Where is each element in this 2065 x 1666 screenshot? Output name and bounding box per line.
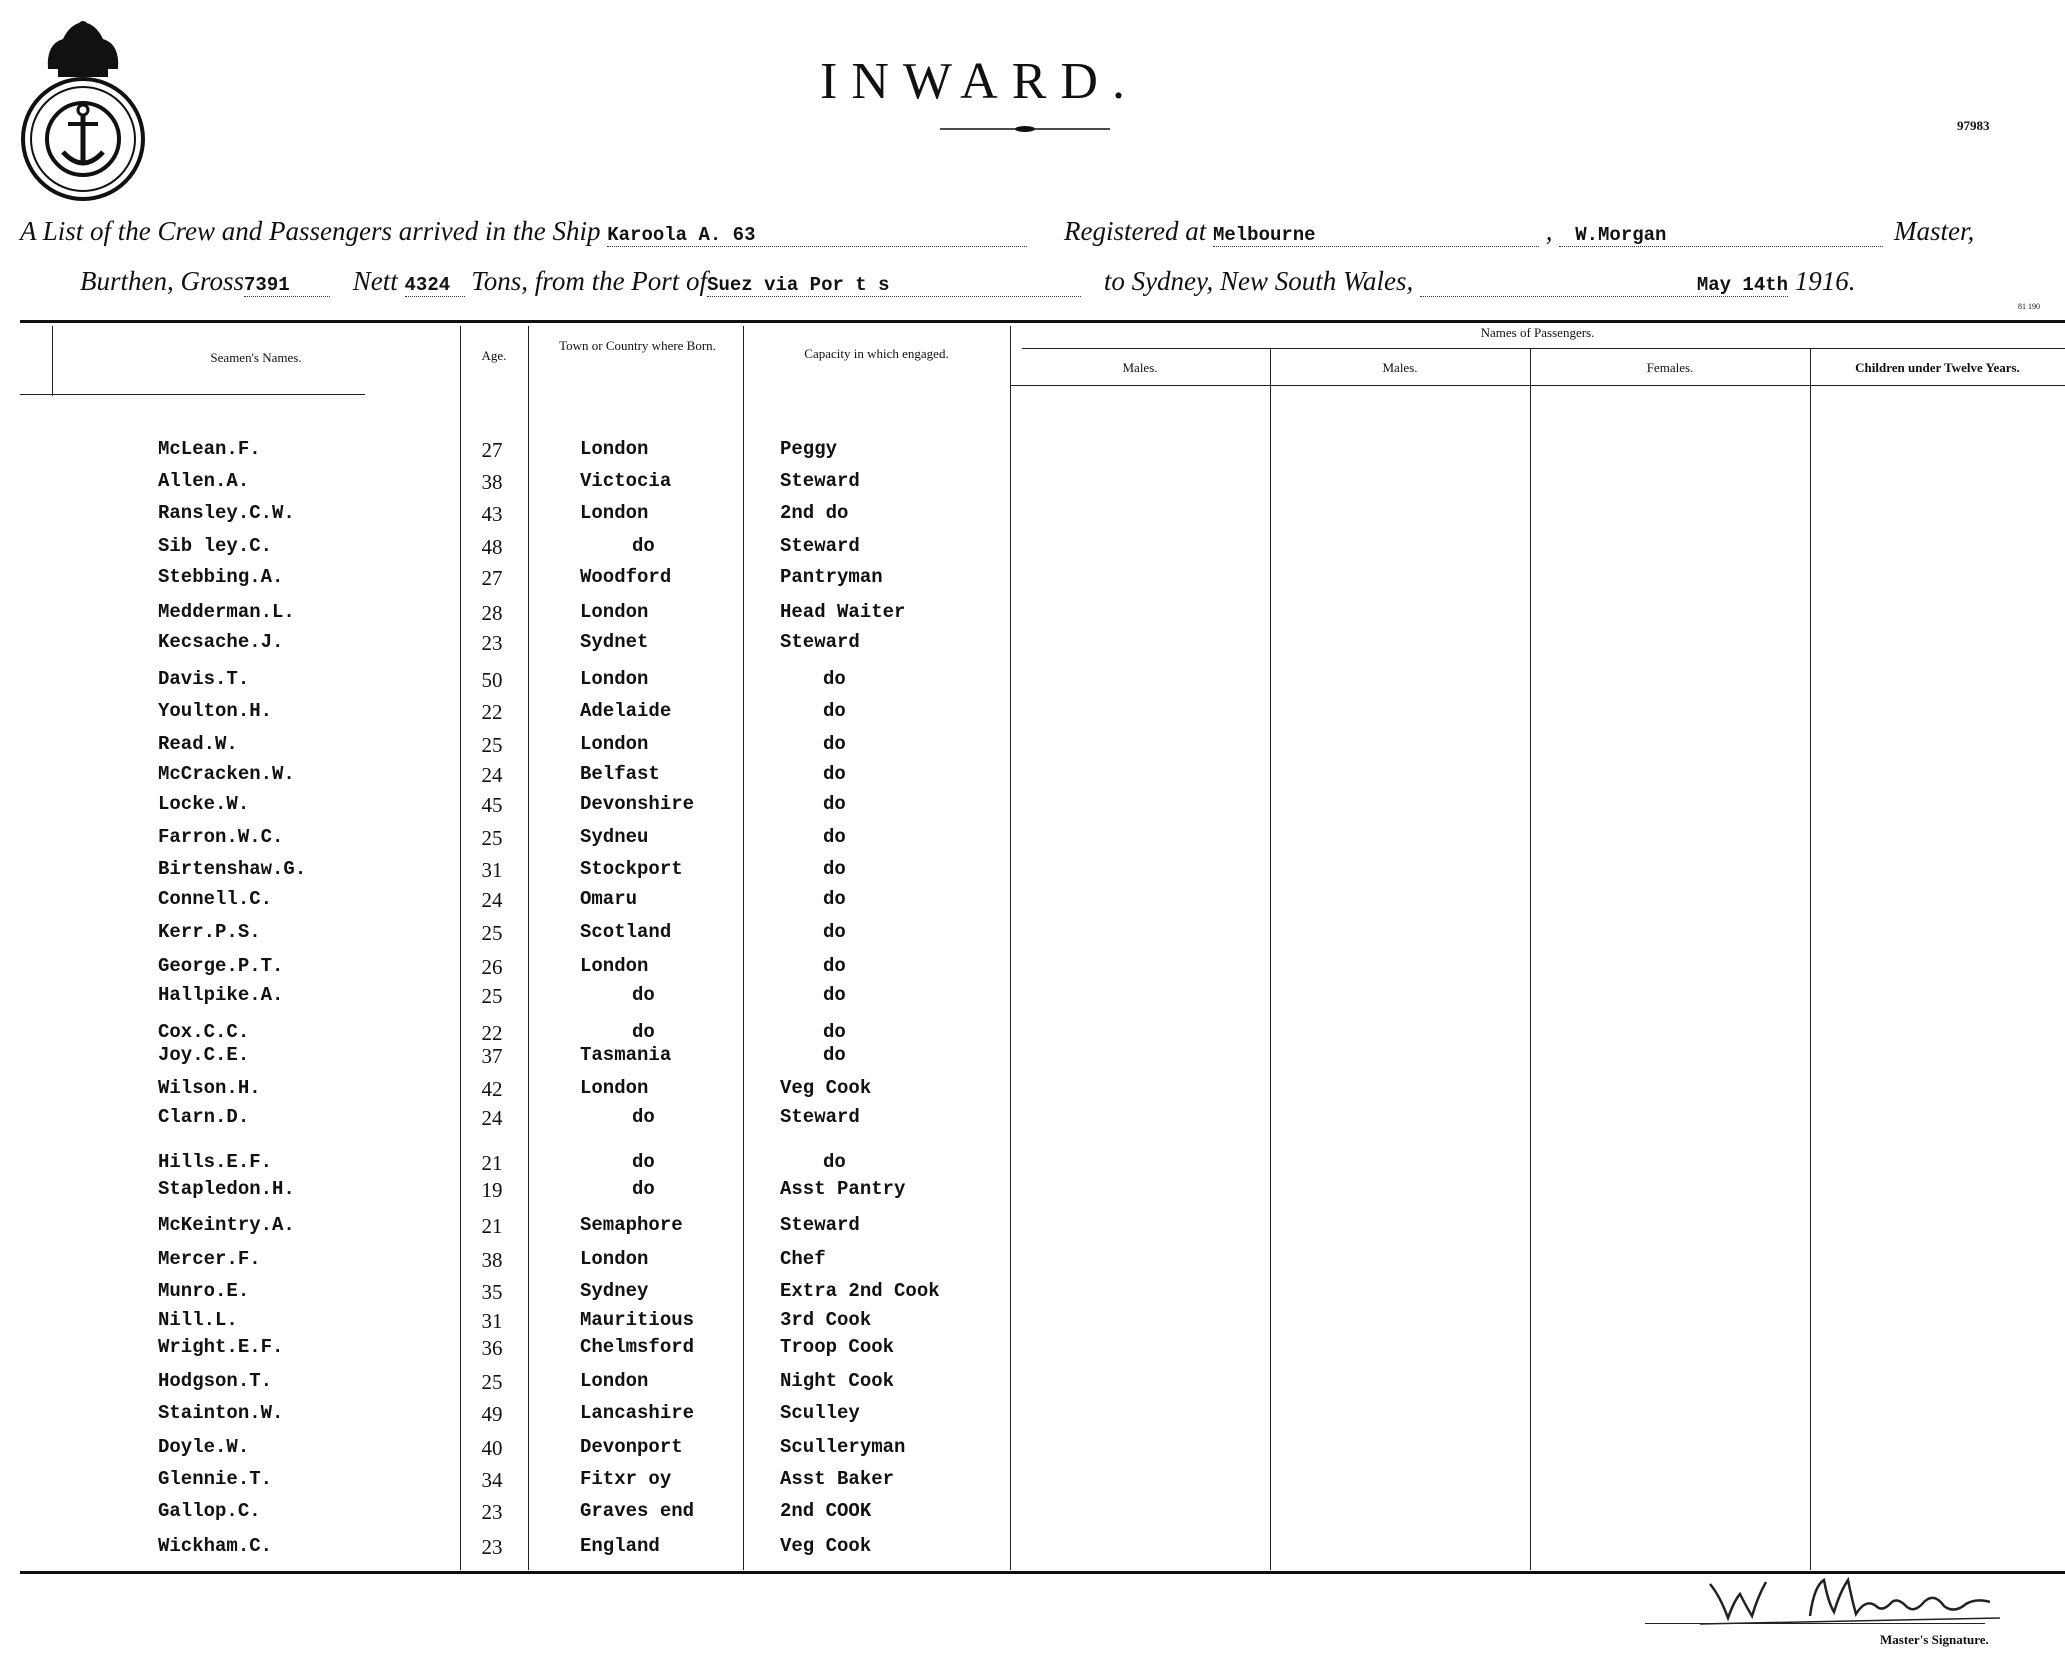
seaman-capacity: do (823, 763, 846, 785)
period: . (1848, 266, 1856, 296)
seaman-name: Locke.W. (158, 793, 250, 815)
registered-label: Registered at (1064, 216, 1207, 246)
seaman-name: Sib ley.C. (158, 535, 273, 557)
seaman-age: 27 (481, 438, 503, 462)
seaman-name: McKeintry.A. (158, 1214, 295, 1236)
seaman-age: 25 (481, 733, 503, 757)
seaman-capacity: do (823, 733, 846, 755)
seaman-age: 43 (481, 502, 503, 526)
seaman-capacity: do (823, 921, 846, 943)
seaman-name: Wickham.C. (158, 1535, 273, 1557)
ship-name: Karoola A. 63 (607, 224, 1027, 247)
seaman-name: Farron.W.C. (158, 826, 284, 848)
seaman-birthplace: London (580, 1248, 649, 1270)
seaman-capacity: Head Waiter (780, 601, 906, 623)
seaman-age: 38 (481, 1248, 503, 1272)
seaman-birthplace: Sydnet (580, 631, 649, 653)
seaman-age: 45 (481, 793, 503, 817)
seaman-capacity: do (823, 1044, 846, 1066)
col-divider (460, 326, 461, 1570)
seaman-name: Munro.E. (158, 1280, 250, 1302)
seaman-age: 26 (481, 955, 503, 979)
seaman-age: 50 (481, 668, 503, 692)
nett-label: Nett (352, 266, 398, 296)
seaman-birthplace: London (580, 601, 649, 623)
seaman-capacity: 3rd Cook (780, 1309, 872, 1331)
seaman-capacity: do (823, 700, 846, 722)
seaman-capacity: 2nd COOK (780, 1500, 872, 1522)
seaman-name: Kerr.P.S. (158, 921, 261, 943)
seaman-birthplace: Adelaide (580, 700, 672, 722)
seaman-birthplace: Sydney (580, 1280, 649, 1302)
seaman-age: 25 (481, 826, 503, 850)
seaman-birthplace: London (580, 438, 649, 460)
seaman-birthplace: Fitxr oy (580, 1468, 672, 1490)
seaman-name: Hills.E.F. (158, 1151, 273, 1173)
arrival-year: 1916 (1794, 266, 1849, 296)
header-underline (20, 394, 365, 395)
seaman-capacity: Extra 2nd Cook (780, 1280, 940, 1302)
seaman-capacity: Sculleryman (780, 1436, 906, 1458)
seaman-name: Birtenshaw.G. (158, 858, 307, 880)
seaman-name: Davis.T. (158, 668, 250, 690)
arrival-date: May 14th (1420, 274, 1788, 297)
seaman-age: 23 (481, 1500, 503, 1524)
seaman-birthplace: Belfast (580, 763, 660, 785)
seaman-name: Kecsache.J. (158, 631, 284, 653)
seaman-birthplace: do (632, 1178, 655, 1200)
seaman-age: 34 (481, 1468, 503, 1492)
seaman-birthplace: London (580, 733, 649, 755)
seaman-capacity: Steward (780, 470, 860, 492)
seaman-capacity: Steward (780, 535, 860, 557)
seaman-birthplace: London (580, 502, 649, 524)
header-males-1: Males. (1122, 360, 1158, 375)
tons-from-label: Tons, from the Port of (471, 266, 708, 296)
seaman-name: Youlton.H. (158, 700, 273, 722)
seaman-age: 37 (481, 1044, 503, 1068)
seaman-age: 42 (481, 1077, 503, 1101)
seaman-age: 24 (481, 1106, 503, 1130)
seaman-birthplace: Stockport (580, 858, 683, 880)
seaman-capacity: Night Cook (780, 1370, 895, 1392)
col-divider (1530, 348, 1531, 1570)
seaman-capacity: Veg Cook (780, 1077, 872, 1099)
seaman-capacity: Steward (780, 1214, 860, 1236)
seaman-birthplace: do (632, 984, 655, 1006)
seaman-name: Allen.A. (158, 470, 250, 492)
seaman-name: Wilson.H. (158, 1077, 261, 1099)
seaman-name: Doyle.W. (158, 1436, 250, 1458)
passenger-subheader-rule (1010, 385, 2065, 386)
seaman-capacity: Chef (780, 1248, 826, 1270)
nett-tonnage: 4324 (405, 274, 465, 297)
seaman-name: Clarn.D. (158, 1106, 250, 1128)
seaman-age: 25 (481, 921, 503, 945)
seaman-age: 38 (481, 470, 503, 494)
shipping-masters-seal (18, 14, 148, 204)
seaman-name: McLean.F. (158, 438, 261, 460)
passenger-header-rule (1022, 348, 2065, 349)
seaman-capacity: Steward (780, 631, 860, 653)
seaman-capacity: do (823, 1021, 846, 1043)
seaman-capacity: do (823, 1151, 846, 1173)
signature-caption: Master's Signature. (1880, 1632, 1989, 1647)
seaman-name: Connell.C. (158, 888, 273, 910)
seaman-name: McCracken.W. (158, 763, 295, 785)
master-name: W.Morgan (1559, 224, 1883, 247)
seal-emblem (18, 14, 148, 204)
seaman-birthplace: Graves end (580, 1500, 695, 1522)
seaman-birthplace: London (580, 1077, 649, 1099)
seaman-birthplace: Sydneu (580, 826, 649, 848)
seaman-capacity: Sculley (780, 1402, 860, 1424)
seaman-name: Medderman.L. (158, 601, 295, 623)
col-divider (1270, 348, 1271, 1570)
page-title: INWARD. (820, 53, 1139, 110)
seaman-name: Glennie.T. (158, 1468, 273, 1490)
seaman-birthplace: Devonshire (580, 793, 695, 815)
seaman-capacity: do (823, 668, 846, 690)
seaman-age: 23 (481, 1535, 503, 1559)
seaman-name: Ransley.C.W. (158, 502, 295, 524)
seaman-birthplace: do (632, 1106, 655, 1128)
seaman-name: Stapledon.H. (158, 1178, 295, 1200)
seaman-age: 22 (481, 1021, 503, 1045)
seaman-age: 22 (481, 700, 503, 724)
seaman-birthplace: London (580, 955, 649, 977)
seaman-capacity: Peggy (780, 438, 838, 460)
header-capacity: Capacity in which engaged. (804, 346, 949, 361)
col-divider (528, 326, 529, 1570)
title-ornament (940, 124, 1110, 134)
seaman-birthplace: London (580, 668, 649, 690)
header-line-1 (20, 216, 1974, 247)
seaman-age: 35 (481, 1280, 503, 1304)
seaman-age: 27 (481, 566, 503, 590)
seaman-capacity: Pantryman (780, 566, 883, 588)
col-divider (1010, 326, 1011, 1570)
seaman-capacity: do (823, 858, 846, 880)
seaman-name: Hodgson.T. (158, 1370, 273, 1392)
seaman-birthplace: Victocia (580, 470, 672, 492)
seaman-birthplace: England (580, 1535, 660, 1557)
burthen-label: Burthen, Gross (80, 266, 245, 296)
seaman-capacity: Troop Cook (780, 1336, 895, 1358)
seaman-capacity: do (823, 984, 846, 1006)
to-sydney-label: to Sydney, New South Wales, (1103, 266, 1414, 296)
header-passengers: Names of Passengers. (1480, 325, 1595, 340)
seaman-age: 21 (481, 1151, 503, 1175)
seaman-age: 31 (481, 1309, 503, 1333)
seaman-birthplace: do (632, 1151, 655, 1173)
seaman-age: 49 (481, 1402, 503, 1426)
seaman-age: 24 (481, 763, 503, 787)
seaman-birthplace: Scotland (580, 921, 672, 943)
seaman-age: 36 (481, 1336, 503, 1360)
header-born: Town or Country where Born. (559, 338, 716, 353)
seaman-capacity: Steward (780, 1106, 860, 1128)
seaman-capacity: 2nd do (780, 502, 849, 524)
seaman-birthplace: Woodford (580, 566, 672, 588)
col-divider (743, 326, 744, 1570)
seaman-age: 25 (481, 984, 503, 1008)
seaman-capacity: Asst Baker (780, 1468, 895, 1490)
master-signature (1700, 1566, 2000, 1636)
seaman-birthplace: Tasmania (580, 1044, 672, 1066)
form-number: 81 190 (2018, 302, 2040, 311)
seaman-birthplace: Devonport (580, 1436, 683, 1458)
seaman-age: 19 (481, 1178, 503, 1202)
master-label: Master, (1893, 216, 1975, 246)
seaman-age: 40 (481, 1436, 503, 1460)
comma: , (1545, 216, 1553, 246)
header-males-2: Males. (1382, 360, 1418, 375)
header-children: Children under Twelve Years. (1855, 360, 2020, 375)
header-seamen-names: Seamen's Names. (210, 350, 302, 365)
seaman-name: Mercer.F. (158, 1248, 261, 1270)
seaman-name: Joy.C.E. (158, 1044, 250, 1066)
seaman-name: George.P.T. (158, 955, 284, 977)
seaman-age: 25 (481, 1370, 503, 1394)
seaman-capacity: do (823, 793, 846, 815)
seaman-birthplace: Mauritious (580, 1309, 695, 1331)
seaman-capacity: Veg Cook (780, 1535, 872, 1557)
seaman-age: 21 (481, 1214, 503, 1238)
gross-tonnage: 7391 (244, 274, 330, 297)
seaman-age: 23 (481, 631, 503, 655)
seaman-birthplace: Semaphore (580, 1214, 683, 1236)
seaman-age: 28 (481, 601, 503, 625)
from-port: Suez via Por t s (707, 274, 1081, 297)
top-rule (20, 320, 2065, 323)
seaman-age: 48 (481, 535, 503, 559)
seaman-name: Gallop.C. (158, 1500, 261, 1522)
seaman-name: Read.W. (158, 733, 238, 755)
seaman-birthplace: Chelmsford (580, 1336, 695, 1358)
seaman-capacity: Asst Pantry (780, 1178, 906, 1200)
header-age: Age. (481, 348, 507, 363)
seaman-name: Nill.L. (158, 1309, 238, 1331)
signature-line (1645, 1623, 1985, 1624)
seaman-birthplace: London (580, 1370, 649, 1392)
registered-port: Melbourne (1213, 224, 1539, 247)
seaman-birthplace: Omaru (580, 888, 638, 910)
seaman-capacity: do (823, 955, 846, 977)
seaman-name: Cox.C.C. (158, 1021, 250, 1043)
seaman-capacity: do (823, 888, 846, 910)
header-line-2 (80, 266, 1856, 297)
col-divider (1810, 348, 1811, 1570)
seaman-name: Wright.E.F. (158, 1336, 284, 1358)
seaman-birthplace: do (632, 1021, 655, 1043)
list-intro: A List of the Crew and Passengers arrived in the Ship (20, 216, 601, 246)
seaman-birthplace: do (632, 535, 655, 557)
seaman-age: 24 (481, 888, 503, 912)
seaman-name: Hallpike.A. (158, 984, 284, 1006)
seaman-capacity: do (823, 826, 846, 848)
seaman-birthplace: Lancashire (580, 1402, 695, 1424)
seaman-name: Stainton.W. (158, 1402, 284, 1424)
header-females: Females. (1646, 360, 1694, 375)
document-number: 97983 (1957, 118, 1990, 133)
seaman-age: 31 (481, 858, 503, 882)
seaman-name: Stebbing.A. (158, 566, 284, 588)
